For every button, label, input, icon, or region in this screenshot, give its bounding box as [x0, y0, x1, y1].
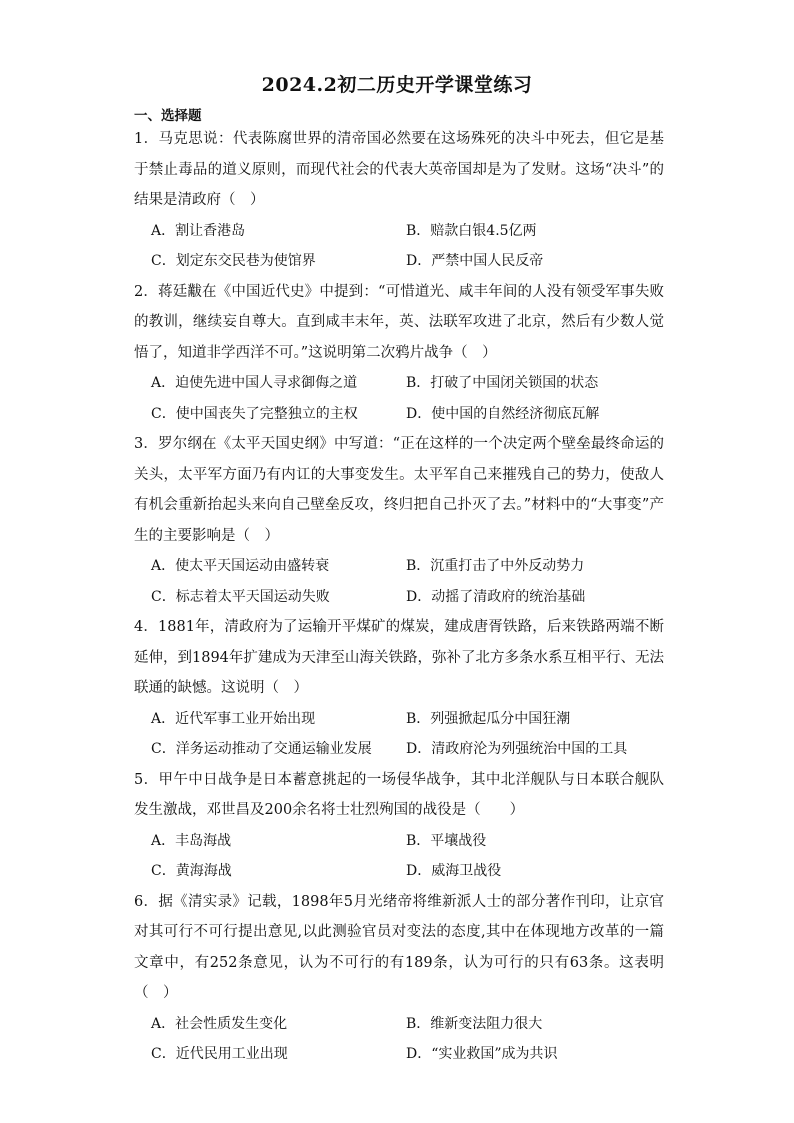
question-4: [134, 612, 664, 765]
question-1: [134, 124, 664, 277]
option-group: [134, 368, 664, 429]
option-group: [134, 216, 664, 277]
section-heading: 一、选择题: [134, 108, 202, 124]
option-b[interactable]: B．打破了中国闭关锁国的状态: [406, 375, 599, 391]
option-c[interactable]: C．使中国丧失了完整独立的主权: [151, 405, 358, 422]
question-stem: 3．罗尔纲在《太平天国史纲》中写道：“正在这样的一个决定两个壁垒最终命运的关头，太平军方面乃有内讧的大事变发生。太平军自己来摧残自己的势力，使敌人有机会重新抬起头来向自己壁垒反攻，终归把自己扑灭了去。”材料中的“大事变”产生的主要影响是（ ）: [134, 436, 664, 544]
option-group: [134, 551, 664, 612]
option-d[interactable]: D．清政府沦为列强统治中国的工具: [406, 741, 628, 757]
option-d[interactable]: D．使中国的自然经济彻底瓦解: [406, 405, 600, 422]
option-b[interactable]: B．沉重打击了中外反动势力: [406, 558, 585, 574]
question-stem: 1．马克思说：代表陈腐世界的清帝国必然要在这场殊死的决斗中死去，但它是基于禁止毒品的道义原则，而现代社会的代表大英帝国却是为了发财。这场“决斗”的结果是清政府（ ）: [134, 131, 664, 208]
question-3: [134, 429, 664, 612]
option-b[interactable]: B．赔款白银4.5亿两: [406, 222, 537, 239]
question-stem: 2．蒋廷黻在《中国近代史》中提到：“可惜道光、咸丰年间的人没有领受军事失败的教训，继续妄自尊大。直到咸丰末年，英、法联军攻进了北京，然后有少数人觉悟了，知道非学西洋不可。”这说明第二次鸦片战争（ ）: [134, 283, 664, 361]
option-a[interactable]: A．割让香港岛: [151, 222, 246, 239]
question-5: [134, 765, 664, 887]
question-stem: 4．1881年，清政府为了运输开平煤矿的煤炭，建成唐胥铁路，后来铁路两端不断延伸，到1894年扩建成为天津至山海关铁路，弥补了北方多条水系互相平行、无法联通的缺憾。这说明（ ）: [134, 619, 664, 696]
option-a[interactable]: A．迫使先进中国人寻求御侮之道: [151, 375, 358, 391]
option-d[interactable]: D．严禁中国人民反帝: [406, 253, 544, 269]
option-a[interactable]: A．丰岛海战: [151, 832, 232, 849]
question-2: [134, 277, 664, 430]
option-d[interactable]: D．威海卫战役: [406, 863, 502, 879]
option-b[interactable]: B．列强掀起瓜分中国狂潮: [406, 710, 571, 727]
option-b[interactable]: B．平壤战役: [406, 832, 487, 849]
question-stem: 6．据《清实录》记载，1898年5月光绪帝将维新派人士的部分著作刊印，让京官对其可行不可行提出意见,以此测验官员对变法的态度,其中在体现地方改革的一篇文章中，有252条意见，认为不可行的有189条，认为可行的只有63条。这表明（ ）: [134, 893, 664, 1001]
option-group: [134, 1009, 664, 1070]
option-b[interactable]: B．维新变法阻力很大: [406, 1015, 543, 1032]
option-c[interactable]: C．洋务运动推动了交通运输业发展: [151, 741, 372, 757]
question-list: [134, 124, 664, 1070]
option-c[interactable]: C．近代民用工业出现: [151, 1046, 288, 1062]
option-group: [134, 704, 664, 765]
option-a[interactable]: A．社会性质发生变化: [151, 1015, 288, 1032]
option-c[interactable]: C．划定东交民巷为使馆界: [151, 253, 316, 269]
option-d[interactable]: D．动摇了清政府的统治基础: [406, 588, 586, 605]
question-6: [134, 887, 664, 1070]
option-c[interactable]: C．标志着太平天国运动失败: [151, 588, 330, 605]
option-d[interactable]: D．“实业救国”成为共识: [406, 1046, 558, 1062]
question-stem: 5．甲午中日战争是日本蓄意挑起的一场侵华战争，其中北洋舰队与日本联合舰队发生激战，邓世昌及200余名将士壮烈殉国的战役是（ ）: [134, 771, 664, 818]
option-a[interactable]: A．近代军事工业开始出现: [151, 710, 316, 727]
option-a[interactable]: A．使太平天国运动由盛转衰: [151, 558, 330, 574]
option-c[interactable]: C．黄海海战: [151, 863, 232, 879]
page-title: 2024.2初二历史开学课堂练习: [261, 74, 533, 96]
option-group: [134, 826, 664, 887]
